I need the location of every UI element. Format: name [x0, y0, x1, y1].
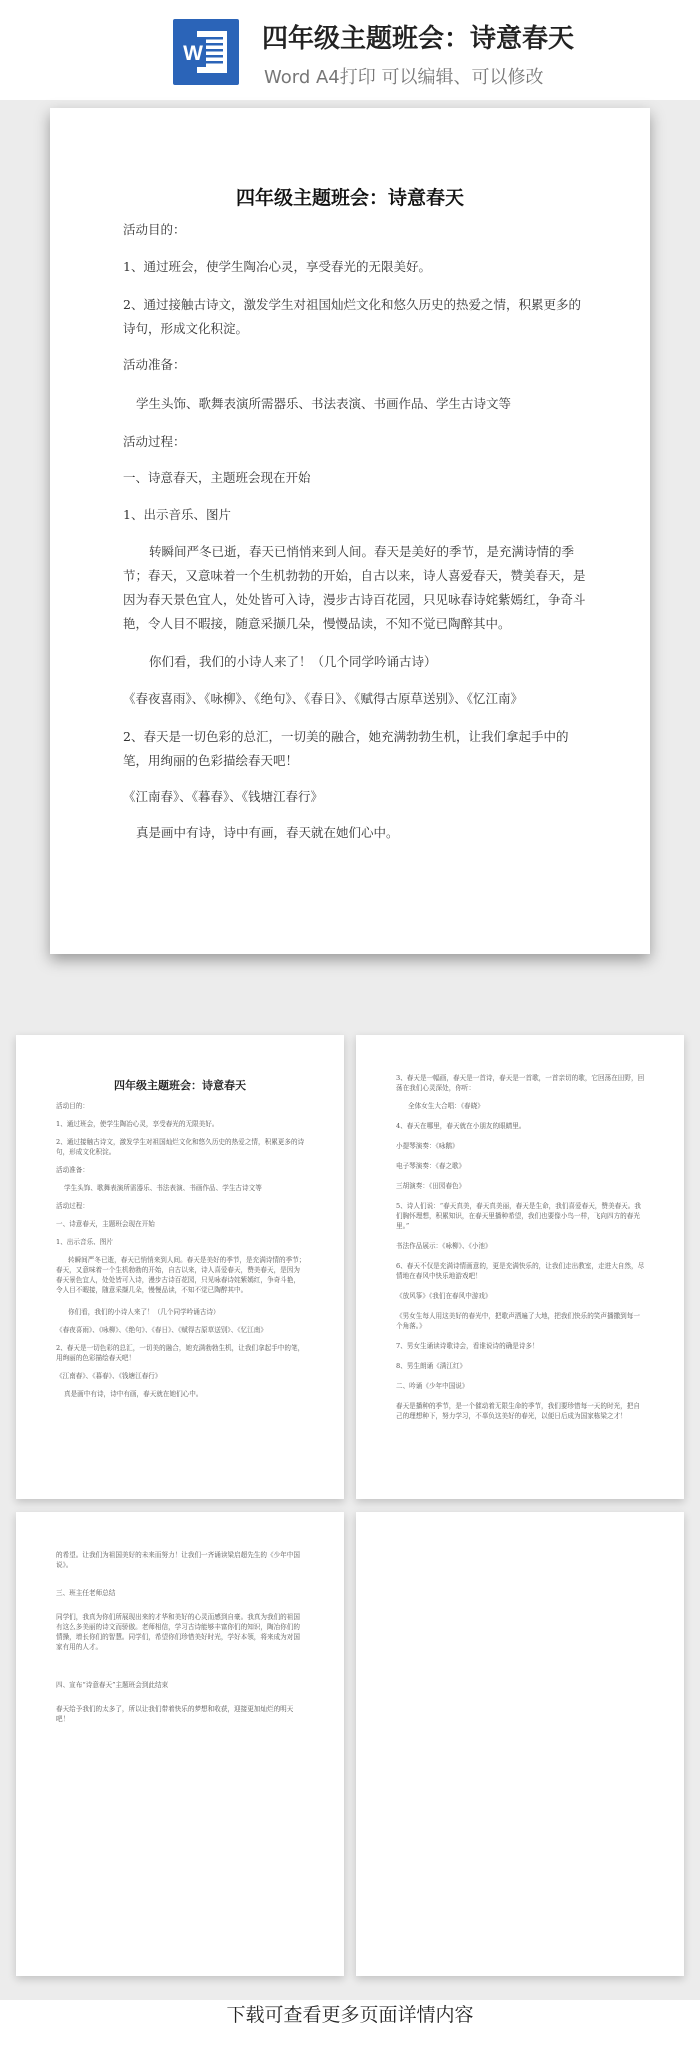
thumbnail-line: 三、班主任老师总结	[56, 1589, 116, 1597]
thumbnail-line: 春天给予我们的太多了，所以让我们带着快乐的梦想和收获，迎接更加灿烂的明天吧！	[56, 1705, 294, 1723]
thumbnail-line: 的希望。让我们为祖国美好的未来而努力！让我们一齐诵读梁启超先生的《少年中国说》。	[56, 1551, 300, 1569]
paragraph: 2、通过接触古诗文，激发学生对祖国灿烂文化和悠久历史的热爱之情，积累更多的诗句，形成文化积淀。	[123, 297, 581, 336]
paragraph: 活动目的：	[123, 222, 186, 237]
document-title: 四年级主题班会：诗意春天	[235, 187, 464, 209]
paragraph: 《江南春》、《暮春》、《钱塘江春行》	[123, 789, 324, 804]
thumbnail-page-3[interactable]	[16, 1512, 344, 1976]
thumbnail-line: 8、男生朗诵《满江红》	[396, 1362, 467, 1370]
paragraph: 真是画中有诗，诗中有画，春天就在她们心中。	[136, 825, 399, 840]
document-page-main	[50, 108, 650, 954]
thumbnail-line: 二、吟诵《少年中国说》	[396, 1382, 469, 1390]
footer-more-pages-link[interactable]: 下载可查看更多页面详情内容	[0, 2000, 700, 2046]
thumbnail-line: 活动过程：	[56, 1202, 89, 1210]
word-document-icon	[173, 19, 239, 85]
thumbnail-line: 四、宣布“诗意春天”主题班会到此结束	[56, 1681, 169, 1689]
thumbnail-line: 活动目的：	[56, 1102, 89, 1110]
header-title: 四年级主题班会：诗意春天	[262, 24, 575, 54]
thumbnail-line: 春天是播种的季节，是一个催动着无限生命的季节，我们要珍惜每一天的时光，把自己的理想种下，努力学习，不辜负这美好的春光，以便日后成为国家栋梁之才！	[396, 1402, 640, 1420]
thumbnail-line: 转瞬间严冬已逝，春天已悄悄来到人间。春天是美好的季节，是充满诗情的季节；春天，又意味着一个生机勃勃的开始，自古以来，诗人喜爱春天，赞美春天，是因为春天景色宜人，处处皆可入诗，漫步古诗百花园，只见咏春诗姹紫嫣红，争奇斗艳，令人目不暇接，随意采撷几朵，慢慢品读，不知不觉已陶醉其中。	[56, 1256, 306, 1294]
thumbnail-line: 书法作品展示：《咏柳》、《小池》	[396, 1242, 492, 1250]
thumbnail-line: 电子琴演奏：《春之歌》	[396, 1162, 466, 1170]
thumbnail-page-2[interactable]	[356, 1035, 684, 1499]
thumbnail-line: 同学们，我真为你们所展现出来的才华和美好的心灵而感到自豪。我真为我们的祖国有这么多美丽的诗文而骄傲。老师相信，学习古诗能够丰富你们的知识，陶冶你们的情操，增长你们的智慧。同学们，希望你们珍惜美好时光，学好本领，将来成为对国家有用的人才。	[56, 1613, 300, 1651]
thumbnail-line: 4、春天在哪里，春天就在小朋友的眼睛里。	[396, 1122, 526, 1130]
paragraph: 活动过程：	[123, 434, 186, 449]
header	[0, 0, 700, 100]
thumbnail-line: 真是画中有诗，诗中有画，春天就在她们心中。	[64, 1390, 203, 1398]
paragraph: 1、出示音乐、图片	[123, 507, 231, 522]
thumbnail-line: 6、春天不仅是充满诗情画意的，更是充满快乐的，让我们走出教室，走进大自然，尽情地在春风中快乐地游戏吧！	[396, 1262, 645, 1280]
thumbnail-line: 3、春天是一幅画，春天是一首诗，春天是一首歌，一首亲切的歌，它回荡在田野，回荡在我们心灵深处，你听：	[396, 1074, 645, 1092]
thumbnail-line: 2、春天是一切色彩的总汇，一切美的融合，她充满勃勃生机，让我们拿起手中的笔，用绚丽的色彩描绘春天吧！	[56, 1344, 305, 1362]
thumbnail-line: 5、诗人们说：“春天真美，春天真美丽，春天是生命，我们喜爱春天，赞美春天。我们胸怀理想，积累知识，在春天里播种希望，我们也要像小鸟一样，飞向四方的春光里。”	[396, 1202, 641, 1230]
thumbnail-line: 1、出示音乐、图片	[56, 1238, 113, 1246]
thumbnail-line: 1、通过班会，使学生陶冶心灵，享受春光的无限美好。	[56, 1120, 219, 1128]
thumbnail-line: 三胡演奏：《田园春色》	[396, 1182, 466, 1190]
paragraph: 一、诗意春天，主题班会现在开始	[123, 470, 311, 485]
svg-text:W: W	[183, 42, 203, 65]
thumbnail-line: 小提琴演奏：《咏鹅》	[396, 1142, 459, 1150]
thumbnail-line: 活动准备：	[56, 1166, 89, 1174]
header-subtitle: Word A4打印 可以编辑、可以修改	[264, 67, 544, 88]
thumbnail-title: 四年级主题班会：诗意春天	[114, 1079, 246, 1092]
thumbnail-line: 一、诗意春天，主题班会现在开始	[56, 1220, 155, 1228]
paragraph: 2、春天是一切色彩的总汇，一切美的融合，她充满勃勃生机，让我们拿起手中的笔，用绚丽的色彩描绘春天吧！	[123, 729, 569, 768]
paragraph: 你们看，我们的小诗人来了！（几个同学吟诵古诗）	[149, 654, 437, 669]
paragraph: 1、通过班会，使学生陶冶心灵，享受春光的无限美好。	[123, 259, 431, 274]
thumbnail-line: 《放风筝》《我们在春风中游戏》	[396, 1292, 492, 1300]
paragraph: 学生头饰、歌舞表演所需器乐、书法表演、书画作品、学生古诗文等	[136, 396, 512, 411]
thumbnail-page-1[interactable]	[16, 1035, 344, 1499]
thumbnail-page-4[interactable]	[356, 1512, 684, 1976]
thumbnail-line: 学生头饰、歌舞表演所需器乐、书法表演、书画作品、学生古诗文等	[64, 1184, 262, 1192]
paragraph: 活动准备：	[123, 357, 186, 372]
thumbnail-line: 你们看，我们的小诗人来了！（几个同学吟诵古诗）	[68, 1308, 220, 1316]
thumbnail-line: 全体女生大合唱：《春晓》	[408, 1102, 484, 1110]
thumbnail-line: 《男女生每人用这美好的春光中，把歌声洒遍了大地，把我们快乐的笑声播撒到每一个角落。》	[396, 1312, 640, 1330]
thumbnail-line: 《江南春》、《暮春》、《钱塘江春行》	[56, 1372, 162, 1380]
paragraph: 转瞬间严冬已逝，春天已悄悄来到人间。春天是美好的季节，是充满诗情的季节；春天，又意味着一个生机勃勃的开始，自古以来，诗人喜爱春天，赞美春天，是因为春天景色宜人，处处皆可入诗，漫步古诗百花园，只见咏春诗姹紫嫣红，争奇斗艳，令人目不暇接，随意采撷几朵，慢慢品读，不知不觉已陶醉其中。	[123, 544, 586, 631]
thumbnail-line: 7、男女生诵读诗歌诗会，看谁说诗的确是诗多！	[396, 1342, 539, 1350]
thumbnail-line: 2、通过接触古诗文，激发学生对祖国灿烂文化和悠久历史的热爱之情，积累更多的诗句，形成文化积淀。	[56, 1138, 305, 1156]
thumbnail-line: 《春夜喜雨》、《咏柳》、《绝句》、《春日》、《赋得古原草送别》、《忆江南》	[56, 1326, 267, 1334]
paragraph: 《春夜喜雨》、《咏柳》、《绝句》、《春日》、《赋得古原草送别》、《忆江南》	[123, 691, 524, 706]
